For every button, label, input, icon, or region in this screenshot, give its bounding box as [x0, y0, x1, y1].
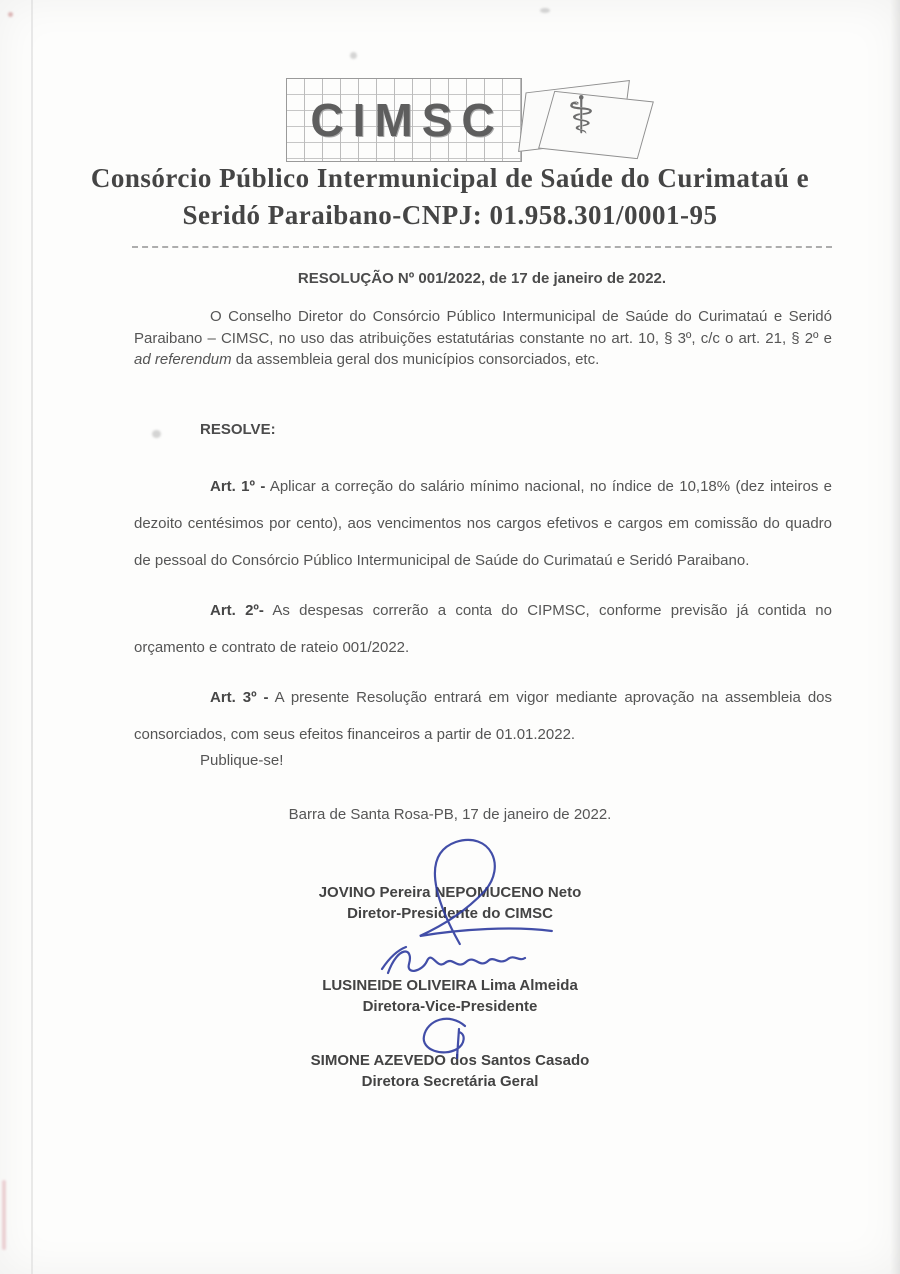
scan-speck [540, 8, 550, 13]
scan-speck [152, 430, 161, 438]
caduceus-emblem [505, 80, 670, 162]
article-3 [134, 679, 832, 753]
signature-name: SIMONE AZEVEDO dos Santos Casado [310, 1052, 590, 1069]
signature-role: Diretora Secretária Geral [361, 1073, 539, 1090]
article-1-text: Aplicar a correção do salário mínimo nacional, no índice de 10,18% (dez inteiros e dezoito centésimos por cento), aos vencimentos nos cargos efetivos e cargos em comissão do quadro de pessoal do Consórcio Público Intermunicipal de Saúde do Curimataú e Seridó Paraibano. [134, 478, 832, 569]
caduceus-icon: ⚕ [567, 87, 596, 145]
cimsc-logo [286, 78, 522, 162]
preamble-text: O Conselho Diretor do Consórcio Público Intermunicipal de Saúde do Curimataú e Seridó Paraibano – CIMSC, no uso das atribuições estatutárias constante no art. 10, § 3º, c/c o art. 21, § 2º e [134, 308, 832, 347]
scan-edge-artifact [31, 0, 33, 1274]
scan-edge-shadow [890, 0, 900, 1274]
article-2 [134, 592, 832, 666]
org-title [60, 160, 840, 234]
signature-block-secretary [150, 1050, 750, 1092]
dateline: Barra de Santa Rosa-PB, 17 de janeiro de 2022. [288, 806, 612, 823]
signature-name: LUSINEIDE OLIVEIRA Lima Almeida [322, 977, 578, 994]
signature-name: JOVINO Pereira NEPOMUCENO Neto [318, 884, 582, 901]
article-1 [134, 468, 832, 579]
articles-section [134, 468, 832, 766]
emblem-diamond [538, 91, 654, 159]
preamble-paragraph [134, 306, 832, 371]
article-3-text: A presente Resolução entrará em vigor mediante aprovação na assembleia dos consorciados, com seus efeitos financeiros a partir de 01.01.2022. [134, 689, 832, 743]
scan-speck [8, 12, 13, 17]
article-2-text: As despesas correrão a conta do CIPMSC, conforme previsão já contida no orçamento e contrato de rateio 001/2022. [134, 602, 832, 656]
article-2-label: Art. 2º- [210, 602, 264, 619]
signature-block-president [150, 882, 750, 924]
org-title-line2: Seridó Paraibano-CNPJ: 01.958.301/0001-95 [182, 200, 718, 230]
article-1-label: Art. 1º - [210, 478, 266, 495]
signature-role: Diretor-Presidente do CIMSC [347, 905, 553, 922]
publish-label: Publique-se! [200, 752, 284, 769]
resolution-title: RESOLUÇÃO Nº 001/2022, de 17 de janeiro de 2022. [297, 270, 667, 287]
article-3-label: Art. 3º - [210, 689, 269, 706]
scan-speck [350, 52, 357, 59]
signature-role: Diretora-Vice-Presidente [362, 998, 538, 1015]
dashed-separator [132, 246, 832, 248]
scan-speck [2, 1180, 6, 1250]
resolve-label: RESOLVE: [200, 421, 276, 438]
preamble-text-end: da assembleia geral dos municípios consorciados, etc. [231, 351, 600, 368]
logo-text: CIMSC [310, 94, 504, 146]
signature-block-vice-president [150, 975, 750, 1017]
org-title-line1: Consórcio Público Intermunicipal de Saúde do Curimataú e [90, 163, 810, 193]
preamble-italic: ad referendum [134, 351, 232, 368]
